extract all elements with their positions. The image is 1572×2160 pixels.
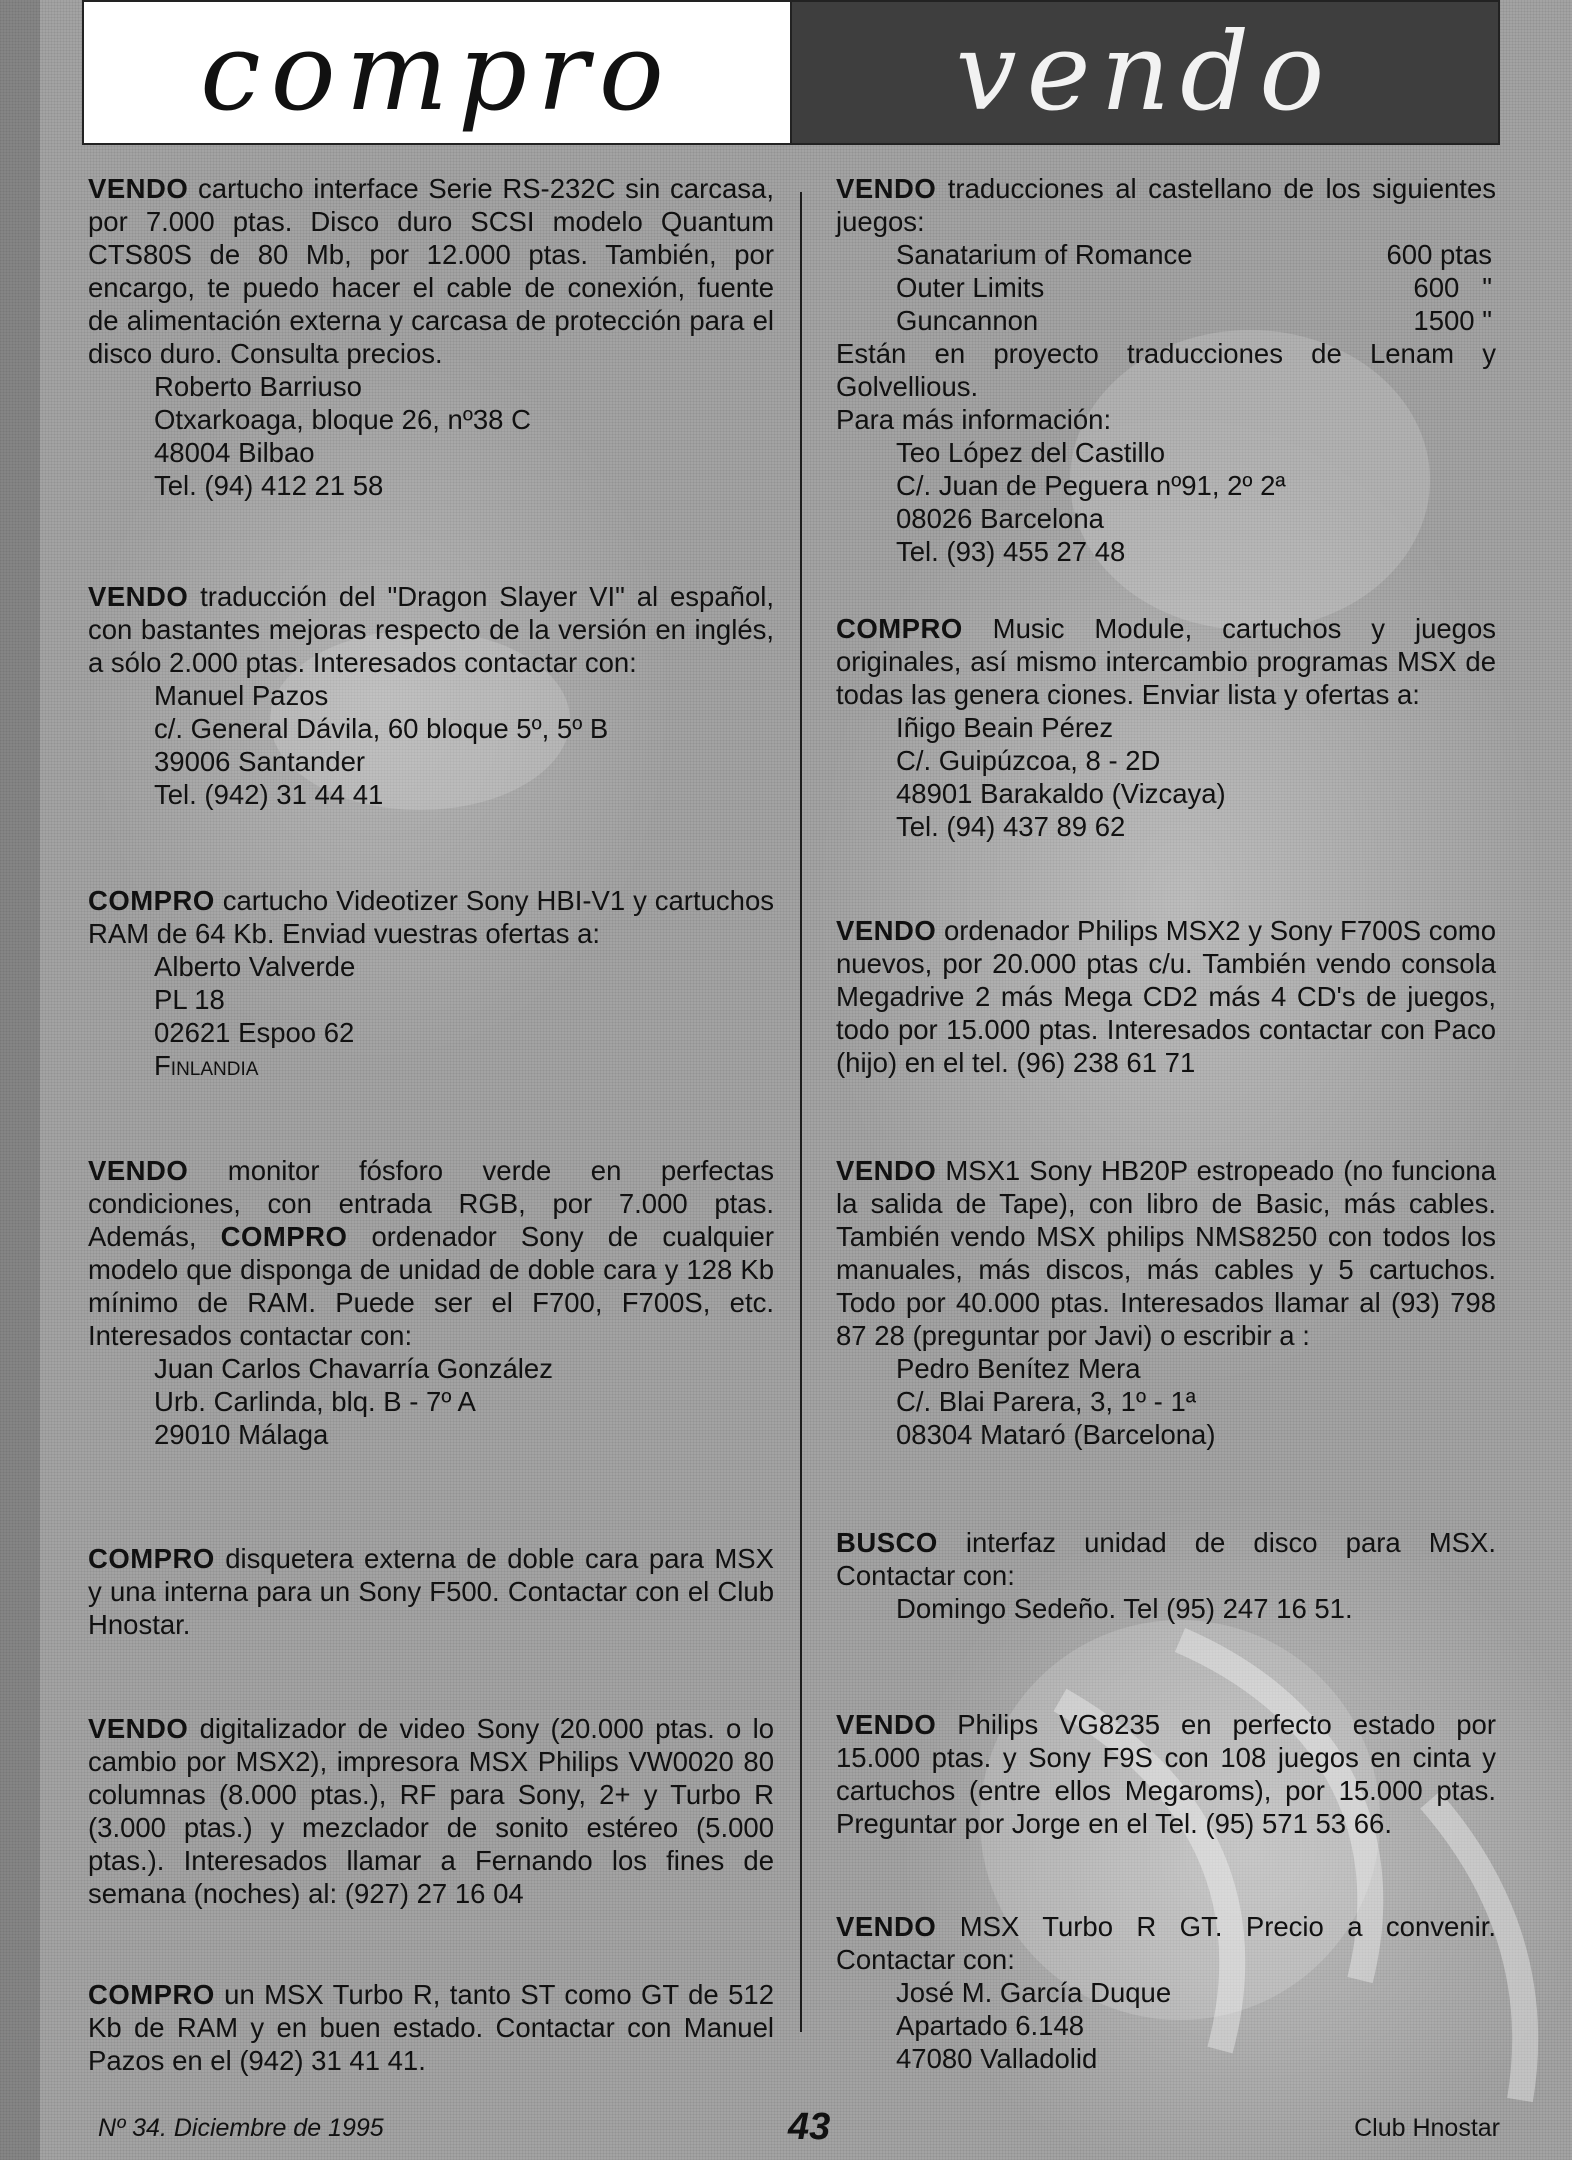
issue-label: Nº 34. Diciembre de 1995 — [98, 2114, 384, 2142]
ad-text: traducciones al castellano de los siguientes juegos: — [836, 173, 1496, 237]
game-row — [896, 238, 1496, 271]
contact-line: C/. Juan de Peguera nº91, 2º 2ª — [896, 470, 1286, 501]
compro-heading: compro — [82, 0, 792, 145]
vendo-heading: vendo — [792, 0, 1500, 145]
ad-text: MSX1 Sony HB20P estropeado (no funciona la salida de Tape), con libro de Basic, más cables. También vendo MSX philips NMS8250 con todos los manuales, más discos, más cables y 5 cartuchos. Todo por 40.000 ptas. Interesados llamar al (93) 798 87 28 (preguntar por Javi) o escribir a : — [836, 1155, 1496, 1351]
ad-item — [88, 1542, 774, 1641]
contact-line: Otxarkoaga, bloque 26, nº38 C — [154, 404, 531, 435]
contact-line: Teo López del Castillo — [896, 437, 1166, 468]
ad-keyword: BUSCO — [836, 1527, 938, 1558]
ad-item — [836, 612, 1496, 843]
ad-item — [836, 172, 1496, 568]
contact-line: Tel. (93) 455 27 48 — [896, 536, 1126, 567]
contact-line: Juan Carlos Chavarría González — [154, 1353, 553, 1384]
ad-keyword: VENDO — [836, 1911, 937, 1942]
ad-contact — [836, 1352, 1496, 1451]
ad-text: MSX Turbo R GT. Precio a convenir. Contactar con: — [836, 1911, 1496, 1975]
ad-contact — [836, 1592, 1496, 1625]
page-footer — [98, 2106, 1500, 2152]
ad-keyword: VENDO — [836, 1709, 937, 1740]
ad-item — [836, 1910, 1496, 2075]
ad-keyword: VENDO — [836, 915, 937, 946]
contact-line: 08304 Mataró (Barcelona) — [896, 1419, 1216, 1450]
ad-item — [88, 1154, 774, 1451]
contact-line: Tel. (942) 31 44 41 — [154, 779, 384, 810]
contact-line: Apartado 6.148 — [896, 2010, 1085, 2041]
ad-contact — [88, 1352, 774, 1451]
game-row — [896, 271, 1496, 304]
ad-keyword: VENDO — [88, 173, 189, 204]
game-name: Outer Limits — [896, 272, 1045, 303]
contact-line: C/. Blai Parera, 3, 1º - 1ª — [896, 1386, 1196, 1417]
game-name: Sanatarium of Romance — [896, 239, 1193, 270]
contact-line: Pedro Benítez Mera — [896, 1353, 1141, 1384]
contact-line: 39006 Santander — [154, 746, 366, 777]
ad-text: Están en proyecto traducciones de Lenam y Golvellious. — [836, 338, 1496, 402]
page-number: 43 — [788, 2106, 831, 2148]
ad-text: Music Module, cartuchos y juegos originales, así mismo intercambio programas MSX de todas las genera ciones. Enviar lista y ofertas a: — [836, 613, 1496, 710]
contact-line: 29010 Málaga — [154, 1419, 329, 1450]
ad-keyword: COMPRO — [88, 885, 215, 916]
ad-item — [836, 1526, 1496, 1625]
contact-line: 48901 Barakaldo (Vizcaya) — [896, 778, 1226, 809]
ad-contact — [88, 370, 774, 502]
contact-line: Tel. (94) 437 89 62 — [896, 811, 1126, 842]
ad-item — [836, 1708, 1496, 1840]
ad-text: traducción del "Dragon Slayer VI" al español, con bastantes mejoras respecto de la versión en inglés, a sólo 2.000 ptas. Interesados contactar con: — [88, 581, 774, 678]
game-price: 1500 " — [1413, 305, 1492, 336]
club-name: Club Hnostar — [1354, 2114, 1500, 2142]
contact-line: Domingo Sedeño. Tel (95) 247 16 51. — [896, 1593, 1353, 1624]
ad-contact — [88, 950, 774, 1082]
ad-text: Philips VG8235 en perfecto estado por 15.000 ptas. y Sony F9S con 108 juegos en cinta y cartuchos (entre ellos Megaroms), por 15.000 ptas. Preguntar por Jorge en el Tel. (95) 571 53 66. — [836, 1709, 1496, 1839]
ad-keyword: COMPRO — [88, 1979, 215, 2010]
contact-line: Iñigo Beain Pérez — [896, 712, 1114, 743]
contact-line: PL 18 — [154, 984, 225, 1015]
ad-item — [88, 1978, 774, 2077]
contact-line: c/. General Dávila, 60 bloque 5º, 5º B — [154, 713, 609, 744]
contact-line: 02621 Espoo 62 — [154, 1017, 355, 1048]
ad-text: cartucho interface Serie RS-232C sin carcasa, por 7.000 ptas. Disco duro SCSI modelo Quantum CTS80S de 80 Mb, por 12.000 ptas. También, por encargo, te puedo hacer el cable de conexión, fuente de alimentación externa y carcasa de protección para el disco duro. Consulta precios. — [88, 173, 774, 369]
game-name: Guncannon — [896, 305, 1039, 336]
contact-line: Finlandia — [154, 1050, 259, 1081]
ad-keyword: COMPRO — [836, 613, 963, 644]
ad-keyword: VENDO — [836, 1155, 937, 1186]
ad-item — [88, 884, 774, 1082]
ad-contact — [836, 1976, 1496, 2075]
ad-text: digitalizador de video Sony (20.000 ptas. o lo cambio por MSX2), impresora MSX Philips VW0020 80 columnas (8.000 ptas.), RF para Sony, 2+ y Turbo R (3.000 ptas.) y mezclador de sonito estéreo (5.000 ptas.). Interesados llamar a Fernando los fines de semana (noches) al: (927) 27 16 04 — [88, 1713, 774, 1909]
games-list — [836, 238, 1496, 337]
game-row — [896, 304, 1496, 337]
ad-text: interfaz unidad de disco para MSX. Contactar con: — [836, 1527, 1496, 1591]
section-header — [82, 0, 1500, 143]
contact-line: Tel. (94) 412 21 58 — [154, 470, 384, 501]
ad-keyword: COMPRO — [88, 1543, 215, 1574]
contact-line: C/. Guipúzcoa, 8 - 2D — [896, 745, 1161, 776]
ad-keyword: VENDO — [88, 1713, 189, 1744]
contact-line: Roberto Barriuso — [154, 371, 362, 402]
contact-line: 48004 Bilbao — [154, 437, 315, 468]
ad-text: un MSX Turbo R, tanto ST como GT de 512 Kb de RAM y en buen estado. Contactar con Manuel Pazos en el (942) 31 41 41. — [88, 1979, 774, 2076]
ad-item — [836, 1154, 1496, 1451]
column-divider — [800, 192, 802, 2032]
ad-item — [88, 580, 774, 811]
ad-text: ordenador Sony de cualquier modelo que disponga de unidad de doble cara y 128 Kb mínimo de RAM. Puede ser el F700, F700S, etc. Interesados contactar con: — [88, 1221, 774, 1351]
ad-text: disquetera externa de doble cara para MSX y una interna para un Sony F500. Contactar con el Club Hnostar. — [88, 1543, 774, 1640]
ad-text: cartucho Videotizer Sony HBI-V1 y cartuchos RAM de 64 Kb. Enviad vuestras ofertas a: — [88, 885, 774, 949]
ad-keyword: COMPRO — [220, 1221, 348, 1252]
contact-line: 08026 Barcelona — [896, 503, 1104, 534]
ad-text: ordenador Philips MSX2 y Sony F700S como nuevos, por 20.000 ptas c/u. También vendo consola Megadrive 2 más Mega CD2 más 4 CD's de juegos, todo por 15.000 ptas. Interesados contactar con Paco (hijo) en el tel. (96) 238 61 71 — [836, 915, 1496, 1078]
game-price: 600 ptas — [1386, 239, 1492, 270]
contact-line: 47080 Valladolid — [896, 2043, 1098, 2074]
game-price: 600 " — [1413, 272, 1492, 303]
contact-line: Urb. Carlinda, blq. B - 7º A — [154, 1386, 476, 1417]
ad-item — [88, 1712, 774, 1910]
ad-contact — [836, 711, 1496, 843]
ad-keyword: VENDO — [88, 581, 189, 612]
ad-keyword: VENDO — [836, 173, 937, 204]
ad-text: Para más información: — [836, 404, 1112, 435]
ad-contact — [88, 679, 774, 811]
ad-keyword: VENDO — [88, 1155, 189, 1186]
contact-line: José M. García Duque — [896, 1977, 1172, 2008]
ad-item — [836, 914, 1496, 1079]
ad-item — [88, 172, 774, 502]
contact-line: Alberto Valverde — [154, 951, 356, 982]
ad-contact — [836, 436, 1496, 568]
contact-line: Manuel Pazos — [154, 680, 329, 711]
ad-text: monitor fósforo verde en perfectas condiciones, con entrada RGB, por 7.000 ptas. Además, — [88, 1155, 774, 1252]
